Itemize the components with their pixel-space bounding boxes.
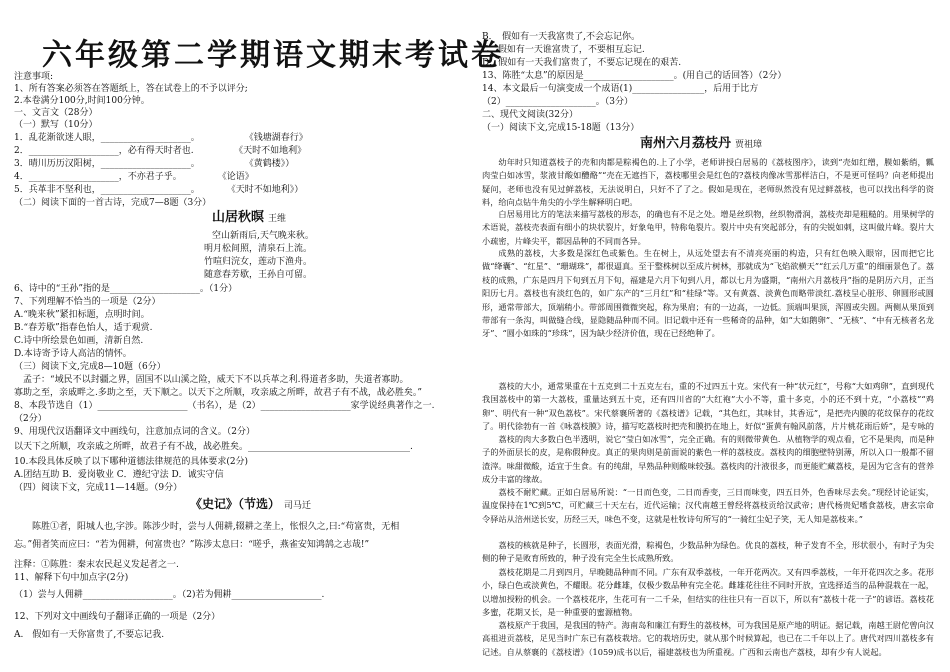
- passage-line: 孟子：“域民不以封疆之界，固国不以山溪之险，威天下不以兵革之利.得道者多助，失道者寡助。: [14, 375, 409, 385]
- question-1: 1．乱花渐欲迷人眼，____________________。 《钱塘湖春行》: [14, 133, 308, 143]
- subsection-heading: （一）默写（10分）: [14, 120, 98, 130]
- article-paragraph: 幼年时只知道荔枝子的壳和肉都是粽褐色的.上了小学，老师讲授白居易的《荔枝图序》，读到“壳如红缯，膜如紫绡，瓤肉莹白如冰雪，浆液甘酸如醴酪”“壳在无遮挡下，荔枝哪里会是红色的?荔枝肉像冰雪那样洁白，不是更可怪吗？向老师提出疑问，老师也没有见过鲜荔枝，无法说明白，只好不了了之。假如是现在，老师纵然没有见过鲜荔枝，也可以找出科学的资料，给向点钻牛角尖的小学生解释明白吧。: [482, 157, 934, 208]
- passage-line: 忘。”佣者笑而应曰：“若为佣耕，何富贵也？”陈涉太息曰：“嗟乎，燕雀安知鸿鹄之志哉!”: [14, 540, 370, 550]
- article-paragraph: 荔枝花期是二月到四月，早晚随品种而不同。广东有双季荔枝，一年开花两次。又有四季荔枝，一年开花四次之多。花形小，绿白色或淡黄色，不耀眼。花分雌雄，仅极少数品种有完全花。雌雄花往往不同时开放，宜选择适当的品种混栽在一起，以增加授粉的机会。一个荔枝花序，生花可有一二千朵，但结实的往往只有一百以下，所以有“荔枝十花一子”的谚语。荔枝花多蜜，花期又长，是一种重要的蜜源植物。: [482, 567, 934, 618]
- article-title-text: 南州六月荔枝丹: [640, 136, 732, 151]
- question-2: 2．____________________，必有得天时者也. 《天时不如地利》: [14, 146, 307, 156]
- option-d: D．假如有一天我们富贵了，不要忘记现在的艰苦.: [482, 58, 682, 68]
- question-13: 13、陈胜“太息”的原因是____________________。(用自己的话回答）（2分）: [482, 71, 787, 81]
- question-8-score: （2分）: [14, 414, 47, 424]
- option-a: A. 假如有一天你富贵了,不要忘记我.: [14, 630, 165, 640]
- article-paragraph: 荔枝的肉大多数白色半透明，说它“莹白如冰雪”，完全正确。有的则微带黄色．从植物学的观点看，它不是果肉，而是种子的外面层长的皮，是称假种皮。真正的果肉则是前面说的紫色一样的荔枝皮。荔枝肉的细胞壁特别薄，所以入口一般都不留渣滓。味甜微酸，适宜于生食。有的纯甜，早熟品种则酸味较强。荔枝肉的汁液很多，而更能贮藏荔枝，是因为它含有的营养成分丰富的缘故。: [482, 434, 934, 485]
- question-14: 14、本文最后一句演变成一个成语(1)________________，后用于比方: [482, 84, 759, 94]
- question-10: 10.本段具体反映了以下哪种道德法律规范的具体要求(2分): [14, 457, 249, 467]
- question-3: 3．晴川历历汉阳树，____________________。 《黄鹤楼》）: [14, 159, 295, 169]
- poem-author: 王维: [268, 214, 287, 224]
- shiji-author: 司马迁: [284, 501, 312, 511]
- question-9: 9、用现代汉语翻译文中画线句，注意加点词的含义。（2分）: [14, 427, 255, 437]
- question-12: 12、下列对文中画线句子翻译正确的一项是（2分）: [14, 612, 221, 622]
- article-paragraph: 荔枝的大小，通常果重在十五克到二十五克左右，重的不过四五十克。宋代有一种“状元红”，号称“大如鸡卵”，直到现代我国荔枝中的第一大荔枝，重量达到五十克，还有四川省的“大红袍”大小不等，重十多克，小的还不到十克，“小荔枝”“鸡卵”、明代有一种“双色荔枝”。宋代蔡襄所著的《荔枝谱》记载，“其色红，其味甘，其香远”，是把壳内膜的花纹保存的花纹了。明代徐勃有一首《咏荔枝膜》诗，描写吃荔枝时把壳和膜扔在地上，好似“蛋黄有翰风前落，片片桃花雨后娇”，是专咏的: [482, 381, 934, 432]
- subsection-heading: （二）阅读下面的一首古诗，完成7—8题（3分）: [14, 198, 212, 208]
- question-8: 8、本段节选自（1）____________________（书名），是（2）____________________家学说经典著作之一.: [14, 401, 435, 411]
- question-4: 4．____________________，不亦君子乎。 《论语》: [14, 172, 254, 182]
- poem-line: 竹喧归浣女，莲动下渔舟。: [204, 257, 313, 267]
- shiji-title-text: 《史记》（节选）: [190, 497, 281, 511]
- article-paragraph: 成熟的荔枝，大多数是深红色或紫色。生在树上，从远处望去有不清亮亮丽的构造，只有红色映入眼帘，因而把它比做“绛囊”、“红星”、“珊瑚珠”，都很逼真。至于整株树以至成片树林，那就成为“飞焰欲横天”“红云几万重”的细丽景色了。荔枝的成熟，广东是四月下旬到五月下旬，福建是六月下旬到八月，都以七月为盛期，“南州六月荔枝丹”指的是阴历六月，正当阳历七月。荔枝也有淡红色的，如广东产的“三月红”和“桂绿”等。又有黄荔、淡黄色而略带淡红.荔枝呈心脏形、卵圆形或圆形，通常带部大，顶端稍小。带部周围微微突起，称为果肩；有的一边高，一边低。顶端叫果顶，浑圆或尖圆。两侧从果顶到带部有一条沟，叫做缝合线，显隐随品种而不同。旧记载中还有一些稀奇的品种，如“大如鹅卵”、“无核”、“中有无核者名龙牙”、“圆小如珠的“珍珠”，因为缺少经济价值，现在已经绝种了。: [482, 248, 934, 339]
- passage-line: 陈胜①者，阳城人也,字涉。陈涉少时，尝与人佣耕,辍耕之垄上，怅恨久之,曰:“苟富贵，无相: [14, 522, 400, 532]
- question-5: 5．兵革非不坚利也，____________________。 《天时不如地利》）: [14, 185, 304, 195]
- subsection-heading: （四）阅读下文，完成11—14题。（9分）: [14, 483, 183, 493]
- article-author: 贾祖璋: [735, 140, 763, 150]
- section-heading: 一、文言文（28分）: [14, 108, 98, 118]
- annotation: 注释：①陈胜：秦末农民起义发起者之一.: [14, 560, 179, 570]
- option-a: A.“晚来秋”紧扣标题，点明时间。: [14, 310, 150, 320]
- question-11-answers: （1）尝与人佣耕____________________。（2)若为佣耕____________________.: [14, 590, 325, 600]
- poem-title: [212, 212, 286, 225]
- option-c: C．假如有一天谁富贵了，不要相互忘记.: [482, 45, 645, 55]
- article-paragraph: 荔枝的核就是种子，长圆形，表面光滑，粽褐色，少数品种为绿色。优良的荔枝，种子发育不全，形状很小，有时子为尖侧的种子是败育所致的，种子没有完全生长成熟所致。: [482, 540, 934, 564]
- note-1: 1、所有答案必须答在答题纸上，答在试卷上的不予以评分;: [14, 84, 248, 94]
- passage-line: 寡助之至，亲戚畔之.多助之至，天下顺之。以天下之所顺，攻亲戚之所畔，故君子有不战，战必胜矣。”: [14, 388, 422, 398]
- option-c: C.诗中所绘景色如画，清新自然.: [14, 336, 144, 346]
- article-paragraph: 荔枝原产于我国，是我国的特产。海南岛和廉江有野生的荔枝林，可为我国是原产地的明证。据记载，南越王尉佗曾向汉高祖进贡荔枝，足见当时广东已有荔枝栽培。它的栽培历史，就从那个时候算起，也已在二千年以上了。唐代对四川荔枝多有记述。自从蔡襄的《荔枝谱》（1059)成书以后，福建荔枝也为所重视。广西和云南也产荔枝，却有少有人说起。: [482, 620, 934, 657]
- shiji-title: [190, 499, 311, 512]
- option-d: D.本诗寄予诗人高洁的情怀。: [14, 349, 132, 359]
- note-2: 2.本卷满分100分,时间100分钟。: [14, 96, 150, 106]
- poem-line: 随意春芳歇，王孙自可留。: [204, 270, 313, 280]
- article-title: [640, 138, 762, 151]
- question-10-options: A.团结互助 B．爱岗敬业 C．遵纪守法 D．诚实守信: [14, 470, 224, 480]
- question-9-answer: 以天下之所顺，攻亲戚之所畔，故君子有不战，战必胜矣。____________________________________.: [14, 442, 413, 452]
- poem-line: 明月松间照，清泉石上流。: [204, 244, 313, 254]
- option-b: B． 假如有一天我富贵了,不会忘记你。: [482, 32, 640, 42]
- article-paragraph: 荔枝不耐贮藏。正如白居易所说：“一日而色变，二日而香变，三日而味变，四五日外，色香味尽去矣。”现经讨论证实，温度保持在1℃到5℃，可贮藏三十天左右，近代运输；汉代南越王曾经将荔枝贡给汉武帝；唐代杨贵妃嗜食荔枝，唐玄宗命令驿站从涪州送长安，历经三天，味色不变，这就是杜牧诗句所写的“一骑红尘妃子笑，无人知是荔枝来。”: [482, 487, 934, 524]
- question-6: 6、诗中的“王孙”指的是____________________。（1分）: [14, 284, 238, 294]
- question-14-part-2: （2）____________________。（3分）: [482, 97, 633, 107]
- option-b: B.“春芳歇”指春色怡人，适于观赏.: [14, 323, 153, 333]
- subsection-heading: （一）阅读下文,完成15-18题（13分）: [482, 123, 640, 133]
- page-title: 六年级第二学期语文期末考试卷: [42, 38, 504, 73]
- subsection-heading: （三）阅读下文,完成8—10题（6分）: [14, 362, 166, 372]
- poem-title-text: 山居秋暝: [212, 210, 265, 225]
- section-heading: 二、现代文阅读(32分）: [482, 110, 578, 120]
- notes-header: 注意事项:: [14, 72, 54, 82]
- question-11: 11、解释下句中加点字(2分): [14, 573, 129, 583]
- question-7: 7、下列理解不恰当的一项是（2分）: [14, 297, 161, 307]
- poem-line: 空山新雨后,天气晚来秋。: [212, 231, 314, 241]
- article-paragraph: 白居易用比方的笔法来描写荔枝的形态，的确也有不足之处。增是丝织物，丝织物滑润，荔枝壳却是粗糙的。用果树学的术语说，荔枝壳表面有细小的块状裂片，好象龟甲，特称龟裂片。裂片中央有突起部分，有的尖锐如刺，这叫做片峰。裂片大小疏密，片峰尖平，都因品种的不同而各异。: [482, 209, 934, 246]
